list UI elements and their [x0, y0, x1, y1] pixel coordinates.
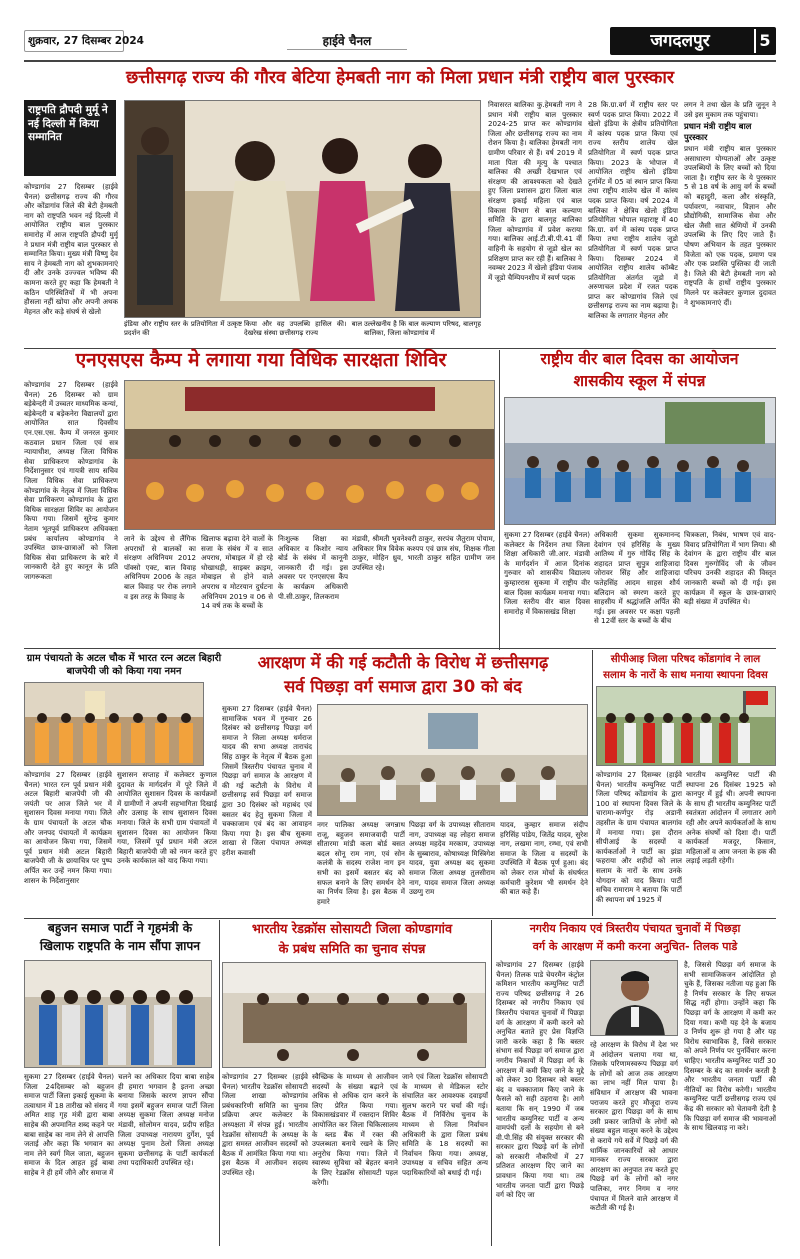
story2-col1: कोण्डागांव 27 दिसम्बर (हाईवे चैनल) 26 दिसम्बर को ग्राम बड़ेबेन्दरी में उच्चतर माध्यमिक कन्यां, बड़ेबेन्दरी व बड़ेकनेरा विद्यालयों द्वारा आयोजित सात दिवसीय एन.एस.एस. कैम्प में जनरल कुमार कठवाल प्रधान जिला एवं सत्र न्यायाधीश, अध्यक्ष जिला विधिक सेवा प्राधिकरण कोण्डागांव के निर्देशानुसार एवं गायत्री साय सचिव जिला विधिक सेवा प्राधिकरण कोण्डागांव के नेतृत्व में जिला विधिक सेवा प्राधिकरण कोण्डागांव के द्वारा विधिक सारक्षता शिविर का आयोजन किया गया। जिसमें सुरेन्द्र कुमार नेताम भूतपूर्व प्राधिकरण अधिवक्ता प्रबंध कार्यालय कोण्डागांव ने उपस्थित छात्र-छात्राओं को जिला विधिक सेवा प्राधिकरण के बारे में जानकारी देते हुए कानून के प्रति जागरूकता [24, 380, 118, 581]
story8-headline-1: भारतीय रेडक्रॉस सोसायटी जिला कोण्डागांव [251, 922, 453, 937]
masthead-section: हाईवे चैनल [287, 32, 407, 50]
story4-col2: सुशासन सप्ताह में कलेक्टर कुणाल दुदावत के मार्गदर्शन में पूरे जिले में आयोजित सुशासन दिवस के कार्यक्रमों में ग्रामीणों ने अपनी सहभागिता दिखाई और उत्साह के साथ सुशासन दिवस मनाया। जिले के सभी ग्राम पंचायतों में सुशासन दिवस का आयोजन किया गया, जिसमें पूर्व प्रधान मंत्री अटल बिहारी बाजपेयी जी को नमन करते हुए उनके कार्यकाल को याद किया गया। [117, 770, 217, 866]
masthead-city-box [610, 27, 776, 55]
story8-photo-illustration [223, 963, 486, 1068]
masthead-date-box: शुक्रवार, 27 दिसम्बर 2024 [24, 30, 124, 52]
masthead-page-number: 5 [754, 29, 774, 53]
story6-photo-illustration [597, 687, 776, 766]
story2-col2: लाने के उद्देश्य से लैंगिक अपराधों से बालकों का संरक्षण अधिनियम 2012 पॉक्सो एक्ट, बाल विवाह अधिनियम 2006 के तहत बाल विवाह पर रोक लगाने व इस तरह के विवाह के [124, 534, 196, 601]
story5-col4: यादव, कुम्हार समाज संदीप हरिसिंह पांडेय, जितेंद्र यादव, सुरेश नाग, लखमा नाग, रम्भा, एवं सभी समाज के जिला व सदस्यों के उपस्थिति में बैठक पूर्ण हुआ। बंद को लेकर राज मोर्चा के संघर्षरत कर्मचारी कुरेशम भी समर्थन देने की बात कहे हैं। [500, 820, 588, 897]
rule-2 [24, 648, 776, 649]
story5-col3: पिछड़ा वर्ग के उपाध्यक्ष सीताराम नाग, उपाध्यक्ष वह लोहरा समाज अध्यक्ष महदेव मरकाम, उपाध्यक्ष के सुब्बाराव, कोषाध्यक्ष मिस्त्रिगेश यादव, युवा अध्यक्ष बद सुकमा समाज जिला अध्यक्ष तुलसीराम नाग, यादव समाज जिला अध्यक्ष उछणु राम [409, 820, 495, 897]
story7-col2: चलने का अधिकार दिया बाबा साहेब ही हमारा भगवान है इतना अच्छा बनाया जिसके कारण ज्ञापन सौंपा गया इसमें बहुजन समाज पार्टी जिला अध्यक्ष सुकमा जिला अध्यक्ष मनोज मंडावी, सोलोमन यादव, प्रदीप सहित जिला उपाध्यक्ष नारायण दुर्गेश, पूर्व अध्यक्ष पुनाम ठेलो जिला अध्यक्ष सुकमा छत्तीसगढ़ के पार्टी कार्यकर्ता तथा पदाधिकारी उपस्थित रहे। [118, 1072, 214, 1168]
story1-sidebox-text: राष्ट्रपति द्रौपदी मुर्मू ने नई दिल्ली में किया सम्मानित [28, 104, 108, 143]
story3-col1: सुकमा 27 दिसम्बर (हाईवे चैनल) कलेक्टर के निर्देशन तथा जिला शिक्षा अधिकारी जी.आर. मंडावी के मार्गदर्शन में आज दिनांक गुरुवार को शासकीय विद्यालय कुम्हाररास सुकमा में राष्ट्रीय वीर बाल दिवस कार्यक्रम मनाया गया। जिला स्तरीय वीर बाल दिवस समारोह में विकासखंड शिक्षा [504, 530, 590, 616]
story2-photo-illustration [125, 381, 495, 530]
story1-col1: कोण्डागांव 27 दिसम्बर (हाईवे चैनल) छत्तीसगढ़ राज्य की गौरव और कोंडागांव जिले की बेटी हेमबती नाग को राष्ट्रपति भवन नई दिल्ली में आयोजित राष्ट्रीय बाल पुरस्कार समारोह में आज राष्ट्रपति द्रौपदी मुर्मू ने प्रधान मंत्री राष्ट्रीय बाल पुरस्कार से सम्मानित किया। मुख्य मंत्री विष्णु देव साय ने हेमबती नाग को शुभकामनाएं दी और उनके उज्ज्वल भविष्य की कामना करते हुए कहा कि हेमबती ने कठिन परिस्थितियों में भी अपना हौसला नहीं खोया और अपनी अथक मेहनत और कड़े संघर्ष से खेलो [24, 182, 118, 316]
story1-photo-illustration [125, 101, 481, 318]
story8-col2: स्वैच्छिक के माध्यम से आजीवन सदस्यों के संख्या बढ़ाने एवं अधिक से अधिक दान करने के लिए प्रेरित किया गया। विकासखंडवार में रक्तदान शिविर आयोजित कर जिला चिकित्सालय के ब्लड बैंक में रक्त की उपलब्धता बनाये रखने के लिए अनुरोध किया गया। जिले में स्वास्थ्य सुविधा को बेहतर बनाने के लिए रेडक्रॉस सोसायटी पहल करेगी। [312, 1072, 398, 1187]
masthead-rule [24, 60, 776, 62]
story6-headline-2: सलाम के नारों के साथ मनाया स्थापना दिवस [603, 670, 768, 681]
story8-col1: कोण्डागांव 27 दिसम्बर (हाईवे चैनल) भारतीय रेडक्रॉस सोसायटी जिला शाखा कोण्डागांव प्रबंधकारिणी समिति का चुनाव प्रक्रिया अपर कलेक्टर के अध्यक्षता में संपन्न हुई। भारतीय रेडक्रॉस सोसायटी के अध्यक्ष के द्वारा समस्त आजीवन सदस्यों को बैठक में आमंत्रित किया गया था। इस बैठक में आजीवन सदस्य उपस्थित रहे। [222, 1072, 308, 1177]
story7-headline-2: खिलाफ राष्ट्रपति के नाम सौंपा ज्ञापन [39, 939, 201, 953]
story6-headline-1: सीपीआइ जिला परिषद कोंडागांव ने लाल [610, 654, 761, 665]
story8-col3: जाने एवं जिला रेडक्रॉस सोसायटी के माध्यम से मेडिकल स्टोर संचालित कर आवश्यक दवाइयाँ सुलभ कराने पर चर्चा की गई। बैठक में निर्विरोध चुनाव के माध्यम से जिला निर्वाचन अधिकारी के द्वारा जिला प्रबंध समिति के 18 सदस्यों का निर्वाचन किया गया। अध्यक्ष, उपाध्यक्ष व सचिव सहित अन्य पदाधिकारियों को बधाई दी गई। [402, 1072, 488, 1177]
story1-sidebox [24, 100, 116, 176]
story1-caption-right: उल्लेखनीय है कि बाल कल्याण परिषद, बालगृह बालिका, जिला कोण्डागांव में [364, 320, 481, 338]
story3-headline-2: शासकीय स्कूल में संपन्न [573, 372, 706, 390]
story2-col4: निःशुल्क शिक्षा का अधिकार व किशोर न्याय बोर्ड के संबंध में कानूनी जानकारी दी गई। इस अवसर पर एनएसएस कैंप के कार्यक्रम अधिकारी पी.सी.ठाकुर, तिलकराम [278, 534, 348, 601]
story6-col1: कोण्डागांव 27 दिसम्बर (हाईवे चैनल) भारतीय कम्युनिस्ट पार्टी जिला परिषद कोंडागांव के द्वारा 100 वां स्थापना दिवस जिले के चारामा-कर्णपुर रोड़ अडानी तहसील के ग्राम पंचायत बालगांव में मनाया गया। इस दौरान सीपीआई के सदस्यों व कार्यकर्ताओं ने पार्टी का झंडा फहराया और शहीदों को लाल सलाम के नारों के साथ उनके योगदान को याद किया। पार्टी सचिव रामाराम ने बताया कि पार्टी की स्थापना वर्ष 1925 में [596, 770, 682, 904]
story1-col4: 28 कि.ग्रा.वर्ग में राष्ट्रीय स्तर पर स्वर्ण पदक प्राप्त किया। 2022 में खेलो इंडिया के क्षेत्रीय प्रतियोगिता में कांस्य पदक प्राप्त किया एवं राज्य स्तरीय शालेय खेल प्रतियोगिता में स्वर्ण पदक प्राप्त किया। 2023 के भोपाल में आयोजित राष्ट्रीय खेलो इंडिया टूर्नामेंट में 05 वां स्थान प्राप्त किया तथा राष्ट्रीय शालेय खेल में कांस्य पदक प्राप्त किया। वर्ष 2024 में बालिका ने क्षेत्रिय खेलो इंडिया प्रतियोगिता भोपाल महाराष्ट्र में 40 कि.ग्रा. वर्ग में कांस्य पदक प्राप्त किया तथा राष्ट्रीय शालेय जूडो प्रतियोगिता में स्वर्ण पदक प्राप्त किया। दिसम्बर 2024 में आयोजित राष्ट्रीय शालेय कॉम्बैट प्रतियोगिता अंतर्गत जूडो में अरुणाचल प्रदेश में रजत पदक प्राप्त कर कोण्डागांव जिले एवं छत्तीसगढ़ राज्य का नाम बढ़ाया है। बालिका के लगातार मेहनत और [588, 100, 678, 321]
vrule-story6 [592, 650, 593, 916]
story9-col2: रहे आरक्षण के विरोध में देश भर में आंदोलन चलाया गया था, जिसके परिणामस्वरूप पिछड़ा वर्ग के लोगों को आज तक आरक्षण का लाभ नहीं मिल पाया है। संविधान में आरक्षण की भावना पराजय करते हुए मौजूदा राज्य सरकार द्वारा पिछड़ा वर्ग के साथ उसी प्रकार जातियों के लोगों को संख्या बहुल मालूम करने के उद्देश्य से कराये गये सर्वे में पिछड़े वर्ग की धार्मिक जानकारियों को आधार मानकर राज्य सरकार द्वारा आरक्षण का अनुपात तय करते हुए पिछड़े वर्ग के लोगों को नगर पालिका, नगर निगम व नगर पंचायत में मिलने वाले आरक्षण में कटौती की गई है। [590, 1040, 678, 1213]
story9-portrait-illustration [591, 961, 678, 1036]
story1-headline: छत्तीसगढ़ राज्य की गौरव बेटिया हेमबती नाग को मिला प्रधान मंत्री राष्ट्रीय बाल पुरस्कार [125, 68, 675, 88]
story1-photo [124, 100, 481, 318]
story3-headline-1: राष्ट्रीय वीर बाल दिवस का आयोजन [540, 350, 739, 368]
story7-col1: सुकमा 27 दिसम्बर (हाईवे चैनल) जिला 24दिसम्बर को बहुजन समाज पार्टी जिला इकाई सुकमा के तत्वाधान में 18 तारीख को संसद में अमित शाह गृह मंत्री द्वारा बाबा साहेब की अपमानित शब्द कहने पर बाबा साहेब का नाम लेने से आपत्ति जताई और कहा कि भगवान का नाम लेने स्वर्ग मिल जाता, बहुजन समाज के दिल आहत हुई बाबा साहेब ने ही हमें जीने और समाज में [24, 1072, 114, 1177]
story3-col2: अधिकारी सुकमा सुकमानन्द देवांगन एवं हरिसिंह के मुख्य आतिथ्य में गुरु गोविंद सिंह के शहादत प्राप्त सुपुत्र शाहिजादा जोरावर सिंह और शाहिजादा फतेहसिंह आदम साहस शौर्य बलिदान को स्मरण करते हुए साहसीय में श्रद्धांजलि अर्पित की गई। इस अवसर पर कक्षा पहली से 12वीं स्तर के बच्चों के बीच [594, 530, 680, 626]
story3-photo-illustration [505, 398, 776, 525]
story4-photo [24, 682, 204, 766]
story5-photo [317, 704, 588, 816]
story1-subhead: प्रधान मंत्री राष्ट्रीय बाल पुरस्कार [684, 121, 752, 142]
story4-headline: ग्राम पंचायतो के अटल चौक में भारत रत्न अटल बिहारी बाजपेयी जी को किया गया नमन [26, 653, 222, 677]
story9-col1: कोण्डागांव 27 दिसम्बर (हाईवे चैनल) तिलक पाडे चेयरमैन कंट्रोल कमिशन भारतीय कम्युनिस्ट पार्टी राज्य परिषद छत्तीसगढ़ ने 26 दिसम्बर को नगरीय निकाय एवं त्रिस्तरीय पंचायत चुनावों में पिछड़ा वर्ग के आरक्षण में कमी करने को अनुचित बताते हुए प्रेस विज्ञप्ति जारी करके कहा है कि बस्तर संभाग सर्व पिछड़ा वर्ग समाज द्वारा नगरीय निकायों में पिछड़ा वर्ग के आरक्षण में कमी किए जाने के मुद्दे को लेकर 30 दिसम्बर को बस्तर बंद व चक्काजाम किए जाने के फैसले को सही ठहराया है। आगे बताया कि सन् 1990 में जब भारतीय कम्युनिस्ट पार्टी व अन्य वामपंथी दलों के सहयोग से बने वी.पी.सिंह की संयुक्त सरकार की सरकार द्वारा पिछड़े वर्ग के लोगों को सरकारी नौकरियों में 27 प्रतिशत आरक्षण दिए जाने का प्रावधान किया गया था। तब भारतीय जनता पार्टी द्वारा पिछड़े वर्ग को दिए जा [496, 960, 584, 1200]
story7-headline-1: बहुजन समाज पार्टी ने गृहमंत्री के [47, 921, 193, 935]
rule-3 [24, 918, 776, 919]
story1-caption-left: इंडिया और राष्ट्रीय स्तर के प्रतियोगिता में उत्कृष्ट प्रदर्शन की [124, 320, 242, 338]
story5-photo-illustration [318, 705, 588, 816]
story7-photo-illustration [25, 961, 212, 1068]
masthead [24, 26, 776, 58]
story6-photo [596, 686, 776, 766]
story9-col3: है, जिससे पिछड़ा वर्ग समाज के सभी सामाजिकजन आंदोलित हो चुके हैं, जिसका नतीजा यह हुआ कि है निर्णय सरकार के लिए सफल सिद्ध नहीं होगा। उन्होंने कहा कि पिछड़ा वर्ग के आरक्षण में कमी कर दिया गया। कभी यह देने के बजाय उ निर्णय शुरू हो गया है और यह विरोध स्वाभाविक है, जिसे सरकार को अपने निर्णय पर पुनर्विचार करना चाहिए। भारतीय कम्युनिस्ट पार्टी 30 दिसम्बर के बंद का समर्थन करती है और भारतीय जनता पार्टी की नीतियों का विरोध करेगी। भारतीय कम्युनिस्ट पार्टी छत्तीसगढ़ राज्य एवं केंद्र की सरकार को चेतावनी देती है कि पिछड़ा वर्ग समाज की भावनाओं के साथ खिलवाड़ ना करे। [684, 960, 776, 1133]
story5-headline-1: आरक्षण में की गई कटौती के विरोध में छत्तीसगढ़ [257, 653, 549, 672]
story8-headline-2: के प्रबंध समिति का चुनाव संपन्न [278, 942, 426, 957]
story2-col5: मंडावी, श्रीमती भुवनेश्वरी ठाकुर, सरपंच जैतुराम पोयाम, अधिकार मित्र विवेक कश्यप एवं छात्र संघ, शिक्षक गीता ठाकुर, मोहिन ध्रुव, भारती ठाकुर सहित ग्रामीण जन उपस्थित रहे। [352, 534, 495, 572]
story1-col5-body: प्रधान मंत्री राष्ट्रीय बाल पुरस्कार असाधारण योग्यताओं और उत्कृष्ट उपलब्धियों के लिए बच्चों को दिया जाता है। राष्ट्रीय स्तर के ये पुरस्कार 5 से 18 वर्ष के आयु वर्ग के बच्चों को बहादुरी, कला और संस्कृति, पर्यावरण, नवाचार, विज्ञान और प्रौद्योगिकी, सामाजिक सेवा और खेल जैसी सात श्रेणियों में उनकी उपलब्धि के लिए दिए जाते हैं। पोषण अभियान के तहत पुरस्कार विजेता को एक पदक, प्रमाण पत्र और एक प्रशस्ति पुस्तिका दी जाती है। जिले की बेटी हेमबती नाग को राष्ट्रपति के हाथों राष्ट्रीय पुरस्कार मिलने पर कलेक्टर कुणाल दुदावत ने शुभकामनाएं दीं। [684, 144, 776, 307]
story5-col1: सुकमा 27 दिसम्बर (हाईवे चैनल) सामाजिक भवन में गुरुवार 26 दिसंबर को छत्तीसगढ़ पिछड़ा वर्ग समाज ने जिला अध्यक्ष धर्मराज यादव की सभा अध्यक्ष ताराचंद सिंह ठाकुर के नेतृत्व में बैठक हुआ जिसमें त्रिस्तरीय पंचायत चुनाव में पिछड़ा वर्ग समाज के आरक्षण में की गई कटौती के विरोध में छत्तीसगढ़ सर्व पिछड़ा वर्ग समाज द्वारा 30 दिसंबर को महाबंद एवं बसतर बंद हेतु सुकमा जिला में चक्काजाम एवं बंद का आवाहन किया गया है। इस बीच सुकमा शाखा से जिला पंचायत अध्यक्ष हरीश कवासी [222, 704, 312, 857]
masthead-city: जगदलपुर [650, 31, 710, 51]
story9-headline-2: वर्ग के आरक्षण में कमी करना अनुचित- तिलक पाडे [532, 940, 738, 953]
story9-headline-1: नगरीय निकाय एवं त्रिस्तरीय पंचायत चुनावों में पिछड़ा [529, 922, 741, 935]
story8-photo [222, 962, 486, 1068]
story6-col2: भारतीय कम्युनिस्ट पार्टी की स्थापना 26 दिसंबर 1925 को कानपुर में हुई थी। अपनी स्थापना के साथ ही भारतीय कम्युनिस्ट पार्टी स्वतंत्रता आंदोलन में लगातार आगे रही और अपने कार्यकर्ताओं के साथ अनेक संघर्षों को दिशा दी। पार्टी कार्यकर्ता मजदूर, किसान, महिलाओं व आम जनता के हक की लड़ाई लड़ती रहेगी। [686, 770, 776, 866]
story2-photo [124, 380, 495, 530]
story9-portrait [590, 960, 678, 1036]
story3-photo [504, 397, 776, 525]
story5-col2: नगर पालिका अध्यक्ष जगन्नाथ राजू, बहुजन समाजवादी पार्टी सीतारमा मांडी कला बोर्ड बसत बदल सोनू राम नाग, एवं सोन कलंत्री के सदस्य राजेश नाग इन सभी का इसमें बसतर बंद को सफल बनाने के लिए समर्थन देने का निर्णय लिया है। इस बैठक में हमारे [317, 820, 405, 906]
story2-headline: एनएसएस कैम्प मे लगाया गया विधिक सारक्षता शिविर [75, 349, 447, 371]
story4-col1: कोण्डागांव 27 दिसम्बर (हाईवे चैनल) भारत रत्न पूर्व प्रधान मंत्री अटल बिहारी बाजपेयी जी की जयंती पर आज जिले भर में सुशासन दिवस मनाया गया। जिले के ग्राम पंचायतों के अटल चौक और जनपद पंचायतों में कार्यक्रम का आयोजन किया गया, जिसमें पूर्व प्रधान मंत्री अटल बिहारी बाजपेयी जी के छायाचित्र पर पुष्प अर्पित कर उन्हें नमन किया गया। शासन के निर्देशानुसार [24, 770, 112, 885]
story1-caption-mid: किया और वह उपलब्धि हासिल की। बाल देखरेख संस्था छत्तीसगढ़ राज्य [244, 320, 362, 338]
story3-col3: चित्रकला, निबंध, भाषण एवं वाद-विवाद प्रतियोगिता में भाग लिया। श्री देवांगन के द्वारा राष्ट्रीय वीर बाल दिवस गुरुगोविंद जी के जीवन परिचय उनकी शहादत की विस्तृत जानकारी बच्चों को दी गई। इस कार्यक्रम में स्कूल के छात्र-छात्राएं बड़ी संख्या में उपस्थित थे। [684, 530, 776, 607]
story5-headline-2: सर्व पिछड़ा वर्ग समाज द्वारा 30 को बंद [284, 677, 522, 696]
vrule-story9 [491, 920, 492, 1246]
story7-photo [24, 960, 212, 1068]
vrule-story3 [499, 350, 500, 650]
vrule-story8 [219, 920, 220, 1246]
story2-col3: खिलाफ बढ़ावा देने वालों के सजा के संबंध में व सात अपराध, मोबाइल में हो रहे धोखाधड़ी, साइबर क्राइम, मोबाइल से होने वाले अपराध व मोटरयान दुर्घटना अधिनियम 2019 व 06 से 14 वर्ष तक के बच्चों के [201, 534, 273, 611]
story1-col5-intro: लगन ने तथा खेल के प्रति जुनून ने उसे इस मुकाम तक पहुंचाया। [684, 100, 776, 119]
story1-col3: निवासरत बालिका कु.हेमबती नाग ने प्रधान मंत्री राष्ट्रीय बाल पुरस्कार 2024-25 प्राप्त कर कोण्डागांव जिला और छत्तीसगढ़ राज्य का नाम रोशन किया है। बालिका हेमबती नाग ग्रामीण परिवार से हैं। वर्ष 2019 में माता पिता की मृत्यु के पश्चात बालिका की अच्छी देखभाल एवं संरक्षण की आवश्यकता को देखते हुए जिला प्रशासन द्वारा जिला बाल संरक्षण इकाई महिला एवं बाल विकास विभाग से बाल कल्याण समिति के द्वारा बालगृह बालिका जिला कोण्डागांव में प्रवेश कराया गया। बालिका आई.टी.बी.पी.41 वीं वाहिनी के सहयोग से जूडो खेल का प्रशिक्षण प्राप्त कर रही हैं। बालिका ने नवम्बर 2023 में खेलो इंडिया पंजाब में जूडो चैम्पियनशीप में स्वर्ण पदक [488, 100, 582, 282]
story4-photo-illustration [25, 683, 204, 766]
